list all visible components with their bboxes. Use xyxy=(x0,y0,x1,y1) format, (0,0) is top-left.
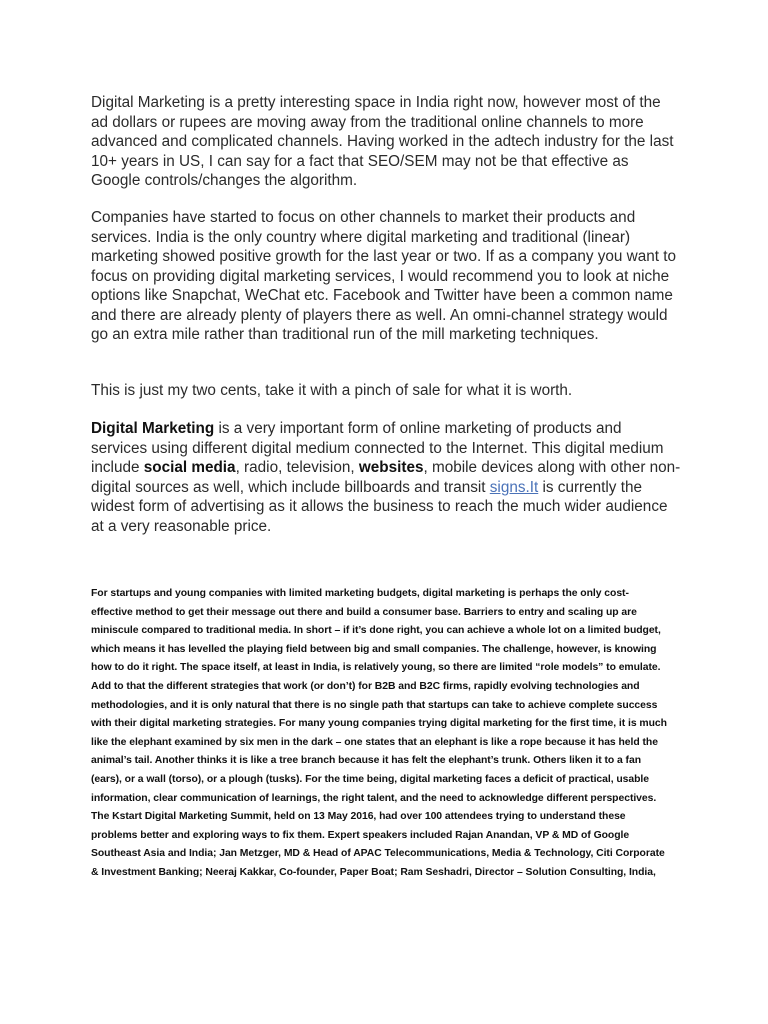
definition-text-c: , mobile devices along with other non-digital sources as well, which include billboards and transit xyxy=(91,459,681,496)
paragraph-startups: For startups and young companies with limited marketing budgets, digital marketing is perhaps the only cost-effective method to get their message out there and build a consumer base. Barriers to entry and scaling up are miniscule compared to traditional media. In short – if it’s done right, you can achieve a whole lot on a limited budget, which means it has levelled the playing field between big and small companies. The challenge, however, is knowing how to do it right. The space itself, at least in India, is relatively young, so there are limited “role models” to emulate. Add to that the different strategies that work (or don’t) for B2B and B2C firms, rapidly evolving technologies and methodologies, and it is only natural that there is no single path that startups can take to achieve complete success with their digital marketing strategies. For many young companies trying digital marketing for the first time, it is much like the elephant examined by six men in the dark – one states that an elephant is like a rope because it has held the animal’s tail. Another thinks it is like a tree branch because it has felt the elephant’s trunk. Others liken it to a fan (ears), or a wall (torso), or a plough (tusks). For the time being, digital marketing faces a deficit of practical, usable information, clear communication of learnings, the right talent, and the need to acknowledge different perspectives. The Kstart Digital Marketing Summit, held on 13 May 2016, had over 100 attendees trying to understand these problems better and exploring ways to fix them. Expert speakers included Rajan Anandan, VP & MD of Google Southeast Asia and India; Jan Metzger, MD & Head of APAC Telecommunications, Media & Technology, Citi Corporate & Investment Banking; Neeraj Kakkar, Co-founder, Paper Boat; Ram Seshadri, Director – Solution Consulting, India, xyxy=(91,588,667,878)
paragraph-two-cents: This is just my two cents, take it with a pinch of sale for what it is worth. xyxy=(91,382,573,399)
signs-link[interactable]: signs.It xyxy=(489,478,539,496)
definition-text-d: is currently the widest form of advertising as it allows the business to reach the much wider audience at a very reasonable price. xyxy=(91,478,668,535)
definition-text-b: , radio, television, xyxy=(235,459,359,476)
term-social-media: social media xyxy=(143,459,236,476)
definition-text-a: is a very important form of online marketing of products and services using different digital medium connected to the Internet. This digital medium include xyxy=(91,420,664,476)
term-websites: websites xyxy=(358,459,424,476)
term-digital-marketing: Digital Marketing xyxy=(91,420,215,437)
paragraph-intro: Digital Marketing is a pretty interesting space in India right now, however most of the ad dollars or rupees are moving away from the traditional online channels to more advanced and complicated channels. Having worked in the adtech industry for the last 10+ years in US, I can say for a fact that SEO/SEM may not be that effective as Google controls/changes the algorithm. xyxy=(91,94,674,189)
paragraph-channels: Companies have started to focus on other channels to market their products and services. India is the only country where digital marketing and traditional (linear) marketing showed positive growth for the last year or two. If as a company you want to focus on providing digital marketing services, I would recommend you to look at niche options like Snapchat, WeChat etc. Facebook and Twitter have been a common name and there are already plenty of players there as well. An omni-channel strategy would go an extra mile rather than traditional run of the mill marketing techniques. xyxy=(91,209,676,343)
paragraph-definition xyxy=(91,419,681,536)
